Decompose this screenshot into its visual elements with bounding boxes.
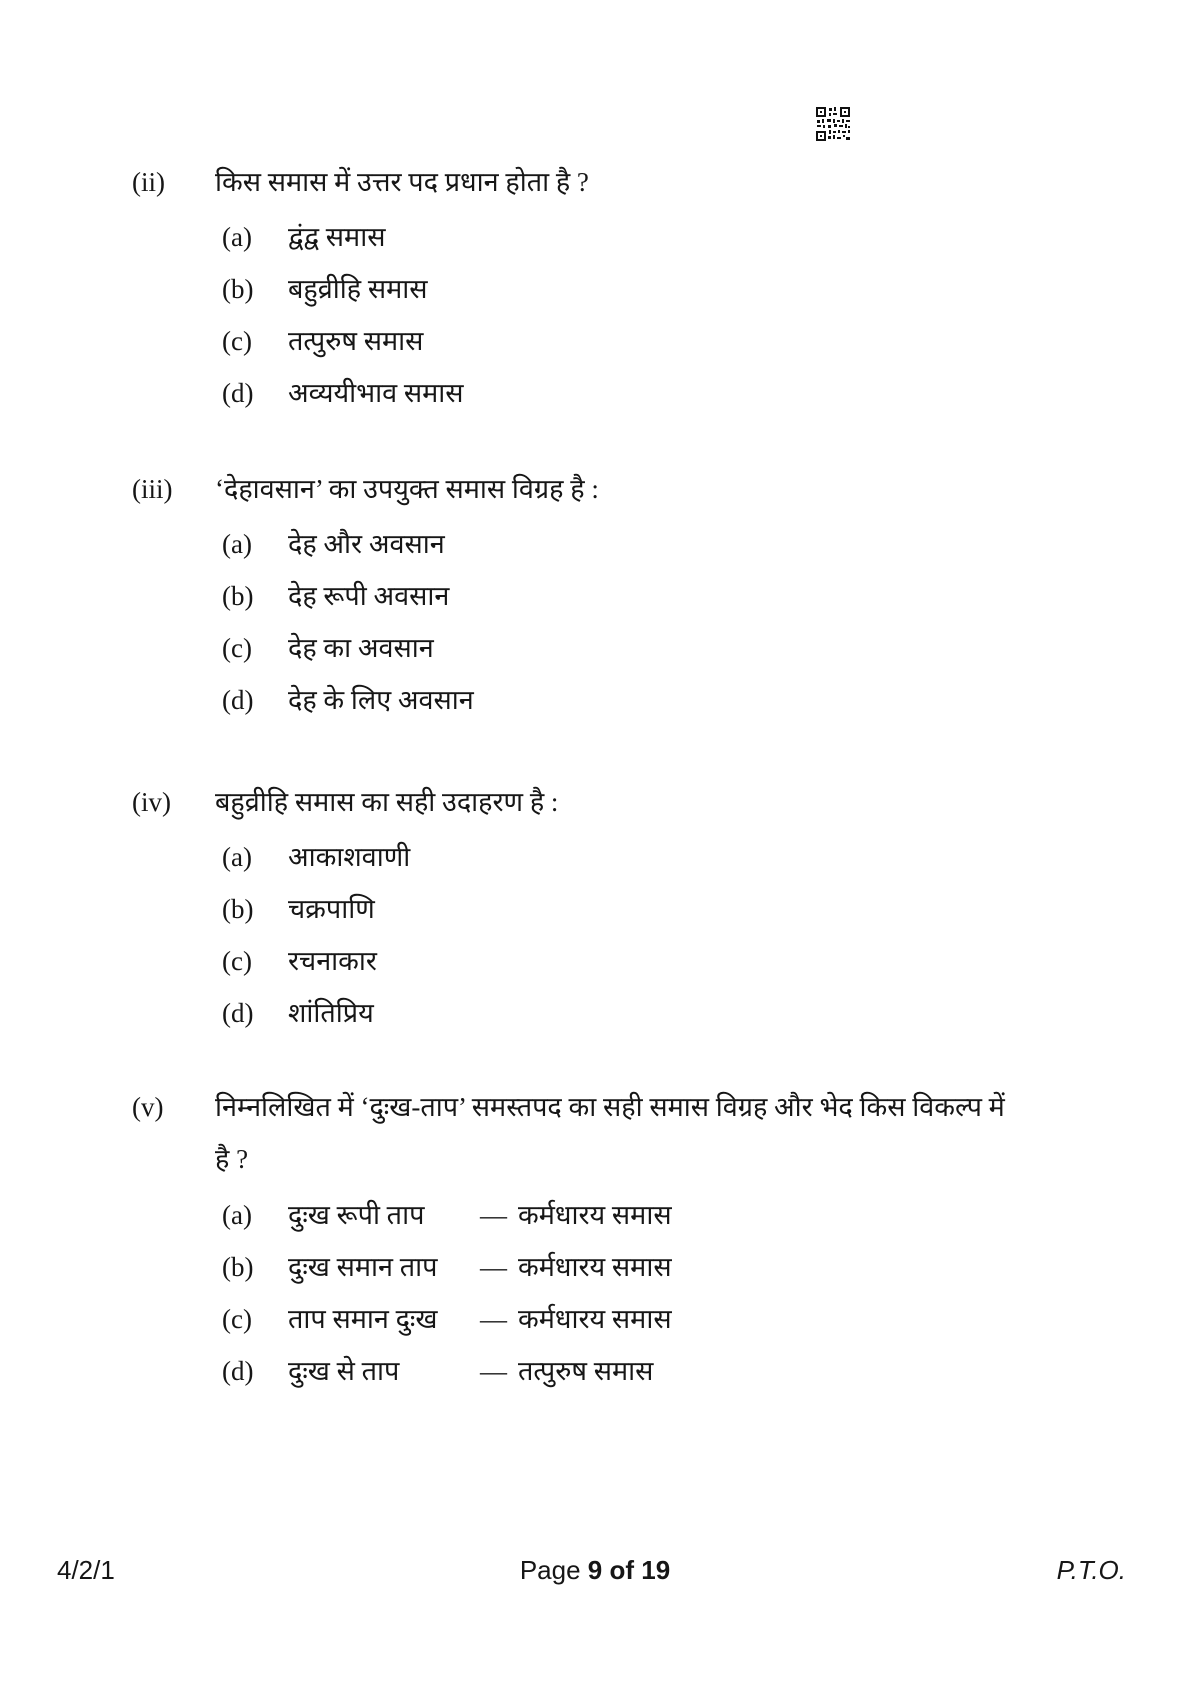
- question-ii: [0, 156, 1190, 419]
- option-samas-type: कर्मधारय समास: [518, 1200, 672, 1230]
- option-label: (a): [222, 842, 252, 872]
- option-b: [0, 263, 1190, 315]
- option-c: [0, 1293, 1190, 1345]
- option-text: बहुव्रीहि समास: [288, 274, 428, 304]
- option-label: (d): [222, 998, 254, 1028]
- em-dash: —: [480, 1200, 507, 1230]
- option-samas-type: कर्मधारय समास: [518, 1252, 672, 1282]
- option-text: आकाशवाणी: [288, 842, 411, 872]
- option-samas-type: तत्पुरुष समास: [518, 1356, 654, 1386]
- option-a: [0, 211, 1190, 263]
- option-label: (c): [222, 326, 252, 356]
- question-line: [0, 463, 1190, 515]
- option-label: (b): [222, 581, 254, 611]
- question-text: बहुव्रीहि समास का सही उदाहरण है :: [215, 787, 559, 817]
- options-list: [0, 211, 1190, 419]
- option-label: (d): [222, 378, 254, 408]
- question-number: (ii): [132, 167, 165, 197]
- options-list: [0, 518, 1190, 726]
- option-label: (d): [222, 1356, 254, 1386]
- option-d: [0, 1345, 1190, 1397]
- question-iii: [0, 463, 1190, 726]
- question-line: [0, 156, 1190, 208]
- option-text: तत्पुरुष समास: [288, 326, 424, 356]
- option-d: [0, 367, 1190, 419]
- option-vigraha: ताप समान दुःख: [288, 1304, 438, 1334]
- option-text: देह रूपी अवसान: [288, 581, 450, 611]
- question-iv: [0, 776, 1190, 1039]
- option-d: [0, 987, 1190, 1039]
- pto-label: P.T.O.: [1056, 1555, 1126, 1585]
- option-b: [0, 570, 1190, 622]
- option-c: [0, 935, 1190, 987]
- page-value: 9 of 19: [587, 1555, 671, 1585]
- option-label: (c): [222, 946, 252, 976]
- option-text: अव्ययीभाव समास: [288, 378, 464, 408]
- option-text: देह के लिए अवसान: [288, 685, 474, 715]
- option-label: (a): [222, 529, 252, 559]
- question-v: [0, 1081, 1190, 1397]
- question-text: ‘देहावसान’ का उपयुक्त समास विग्रह है :: [215, 474, 599, 504]
- option-a: [0, 518, 1190, 570]
- qr-code-icon: [815, 106, 851, 142]
- question-number: (v): [132, 1092, 164, 1122]
- em-dash: —: [480, 1304, 507, 1334]
- question-text: निम्नलिखित में ‘दुःख-ताप’ समस्तपद का सही समास विग्रह और भेद किस विकल्प में है ?: [215, 1092, 1005, 1174]
- option-label: (b): [222, 894, 254, 924]
- option-label: (b): [222, 1252, 254, 1282]
- option-a: [0, 831, 1190, 883]
- option-label: (c): [222, 633, 252, 663]
- option-samas-type: कर्मधारय समास: [518, 1304, 672, 1334]
- option-text: द्वंद्व समास: [288, 222, 386, 252]
- option-d: [0, 674, 1190, 726]
- option-label: (a): [222, 222, 252, 252]
- page-footer: [0, 1548, 1190, 1592]
- option-vigraha: दुःख से ताप: [288, 1356, 400, 1386]
- page-label: Page: [519, 1555, 581, 1585]
- option-label: (c): [222, 1304, 252, 1334]
- option-b: [0, 883, 1190, 935]
- em-dash: —: [480, 1252, 507, 1282]
- question-number: (iv): [132, 787, 171, 817]
- question-line: [0, 776, 1190, 828]
- options-list: [0, 1189, 1190, 1397]
- option-c: [0, 315, 1190, 367]
- option-text: शांतिप्रिय: [288, 998, 374, 1028]
- page-indicator: [0, 1548, 1190, 1592]
- option-text: चक्रपाणि: [288, 894, 375, 924]
- option-label: (a): [222, 1200, 252, 1230]
- option-vigraha: दुःख रूपी ताप: [288, 1200, 425, 1230]
- question-text: किस समास में उत्तर पद प्रधान होता है ?: [215, 167, 589, 197]
- option-b: [0, 1241, 1190, 1293]
- option-label: (d): [222, 685, 254, 715]
- option-text: रचनाकार: [288, 946, 377, 976]
- option-text: देह और अवसान: [288, 529, 445, 559]
- document-code: 4/2/1: [57, 1555, 115, 1585]
- question-line: [0, 1081, 1190, 1185]
- em-dash: —: [480, 1356, 507, 1386]
- option-c: [0, 622, 1190, 674]
- options-list: [0, 831, 1190, 1039]
- option-a: [0, 1189, 1190, 1241]
- option-text: देह का अवसान: [288, 633, 434, 663]
- option-vigraha: दुःख समान ताप: [288, 1252, 438, 1282]
- option-label: (b): [222, 274, 254, 304]
- question-number: (iii): [132, 474, 173, 504]
